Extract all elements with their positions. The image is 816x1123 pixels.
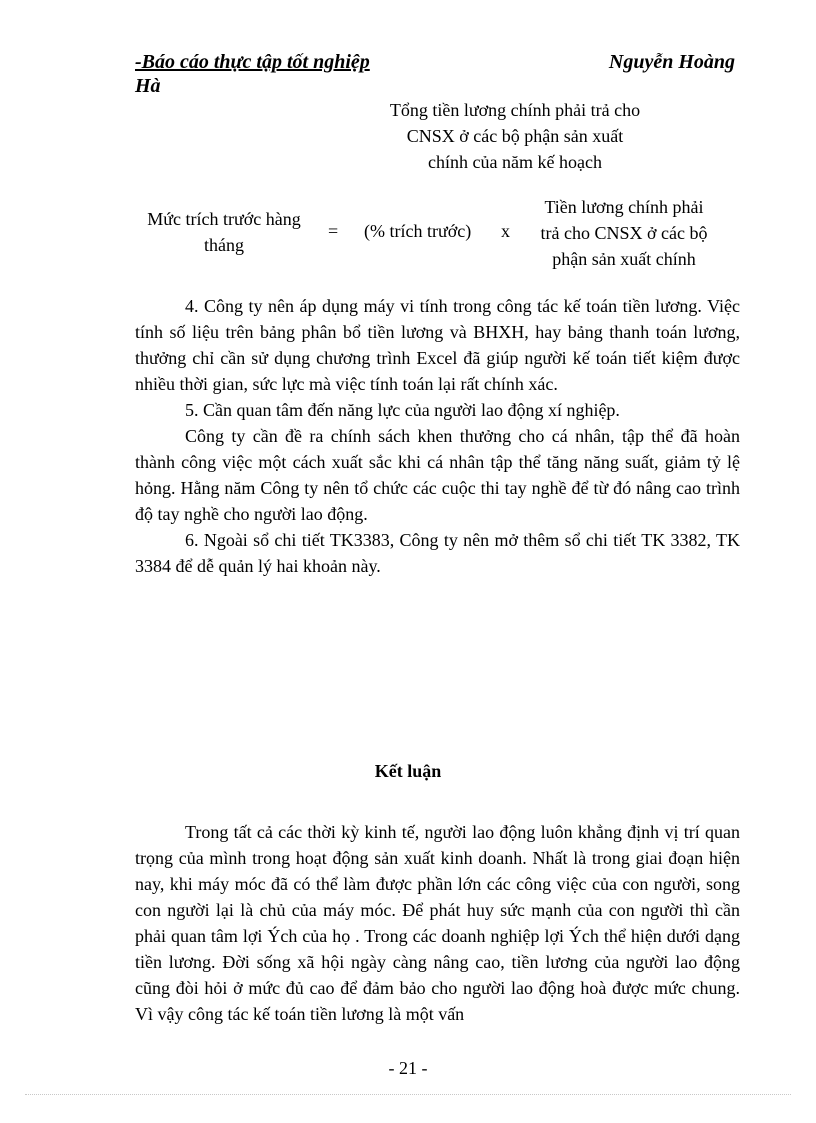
paragraph: 5. Cần quan tâm đến năng lực của người lao động xí nghiệp.	[185, 400, 620, 420]
paragraph: 6. Ngoài sổ chi tiết TK3383, Công ty nên mở thêm sổ chi tiết TK 3382, TK 3384 để dễ quản lý hai khoản này.	[135, 530, 740, 576]
formula-rhs-line: phận sản xuất chính	[552, 249, 696, 269]
paragraph: 4. Công ty nên áp dụng máy vi tính trong công tác kế toán tiền lương. Việc tính số liệu trên bảng phân bổ tiền lương và BHXH, hay bảng thanh toán lương, thưởng chỉ cần sử dụng chương trình Excel đã giúp người kế toán tiết kiệm được nhiều thời gian, sức lực mà việc tính toán lại rất chính xác.	[135, 296, 740, 394]
recommendations-block	[135, 293, 740, 579]
formula-rhs-line: Tiền lương chính phải	[544, 197, 704, 217]
formula-lhs	[135, 206, 313, 258]
header-title: -Báo cáo thực tập tốt nghiệp	[135, 51, 370, 73]
formula-equals: =	[328, 221, 339, 241]
formula-times: x	[501, 221, 510, 241]
formula-numerator-line: CNSX ở các bộ phận sản xuất	[406, 126, 624, 146]
formula-lhs-line: Mức trích trước hàng	[147, 209, 301, 229]
formula-numerator	[350, 97, 680, 175]
conclusion-paragraph: Trong tất cả các thời kỳ kinh tế, người lao động luôn khẳng định vị trí quan trọng của mình trong hoạt động sản xuất kinh doanh. Nhất là trong giai đoạn hiện nay, khi máy móc đã có thể làm được phần lớn các công việc của con người, song con người lại là chủ của máy móc. Để phát huy sức mạnh của con người thì cần phải quan tâm lợi Ých của họ . Trong các doanh nghiệp lợi Ých thể hiện dưới dạng tiền lương. Đời sống xã hội ngày càng nâng cao, tiền lương của người lao động cũng đòi hỏi ở mức đủ cao để đảm bảo cho người lao động hoà được mức chung. Vì vậy công tác kế toán tiền lương là một vấn	[135, 822, 740, 1024]
header-author-continuation: Hà	[135, 75, 161, 97]
conclusion-block	[135, 819, 740, 1027]
formula-lhs-line: tháng	[204, 235, 244, 255]
page-header	[135, 50, 735, 97]
formula-percent: (% trích trước)	[364, 221, 472, 241]
page-bottom-divider	[25, 1094, 791, 1095]
page-number: - 21 -	[388, 1058, 428, 1078]
conclusion-heading: Kết luận	[374, 761, 442, 781]
formula-numerator-line: chính của năm kế hoạch	[428, 152, 602, 172]
formula-numerator-line: Tổng tiền lương chính phải trả cho	[389, 100, 641, 120]
header-author: Nguyễn Hoàng	[608, 51, 735, 73]
formula-rhs-line: trả cho CNSX ở các bộ	[540, 223, 708, 243]
formula-rhs	[528, 194, 720, 272]
paragraph: Công ty cần đề ra chính sách khen thưởng cho cá nhân, tập thể đã hoàn thành công việc một cách xuất sắc khi cá nhân tập thể tăng năng suất, giảm tỷ lệ hỏng. Hằng năm Công ty nên tổ chức các cuộc thi tay nghề để từ đó nâng cao trình độ tay nghề cho người lao động.	[135, 426, 740, 524]
